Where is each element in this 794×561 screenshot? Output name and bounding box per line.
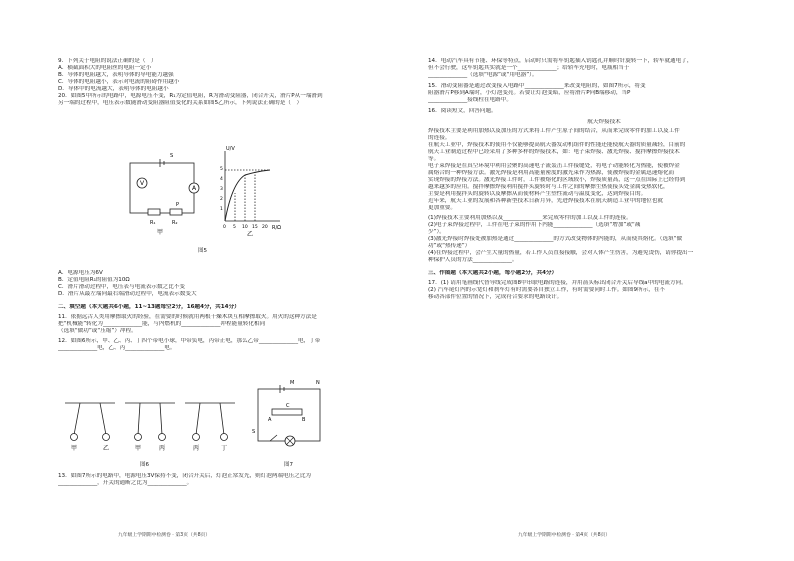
svg-text:V: V bbox=[139, 180, 145, 187]
passage-line: 主要是利用搅拌头的旋转以及摩擦从而使材料产生塑性流动与温度变化，达到焊接目的。 bbox=[428, 190, 647, 197]
switch-label: S bbox=[170, 153, 174, 159]
ball-jia bbox=[135, 434, 142, 441]
r1-label: R₁ bbox=[150, 220, 156, 226]
figure-5a-label: 甲 bbox=[156, 229, 164, 236]
y-tick: 4 bbox=[220, 177, 223, 182]
x-tick: 15 bbox=[252, 225, 258, 230]
question-14-line: ______________（选填“电源”或“用电器”）。 bbox=[428, 71, 538, 78]
x-tick: 0 bbox=[223, 225, 226, 230]
section-3-title: 三、作图题（本大题共2小题，每小题2分，共4分） bbox=[428, 269, 558, 276]
question-14-line: 14．电动汽车具有节能、环保等特点，启动时只需将车钥匙插入钥匙孔并顺时针旋转一下，轿车就通电了， bbox=[428, 58, 693, 64]
svg-text:乙: 乙 bbox=[102, 445, 110, 452]
left-page-bottom bbox=[58, 473, 410, 487]
question-16-item: (4)在焊接过程中，会产生大量的热量，若工作人员直接接触，会对人体产生伤害，为避免烫伤，请你提出一 bbox=[428, 249, 694, 256]
svg-text:N: N bbox=[316, 380, 320, 386]
passage-line: 实现焊接的焊接方法。激光焊接工件时，工件被熔化的区域较小，焊接质量高，这一点在国际上已经得到 bbox=[428, 176, 686, 183]
figure-7 bbox=[250, 375, 330, 455]
rheostat-r2 bbox=[170, 209, 182, 215]
passage-line: 越来越多的应用。搅拌摩擦焊接利用搅拌头旋转时与工件之间的摩擦生热使接头处金属受热软化， bbox=[428, 183, 669, 190]
left-footer: 九年级上学期期中检测卷 · 第3页（共8页） bbox=[118, 533, 211, 538]
question-13-line: 13．如图7所示的电路中，电源电压3V保持不变，闭合开关后，灯泡正常发光，则灯泡两端电压之比为 bbox=[58, 473, 312, 479]
option-line: C．滑片滑动过程中，电压表与电流表示数之比不变 bbox=[58, 283, 185, 290]
svg-text:甲: 甲 bbox=[70, 445, 78, 452]
left-page-middle bbox=[58, 270, 410, 352]
ball-bing bbox=[193, 434, 200, 441]
question-17-line: 17．(1) 请用笔画线代替导线完成图8中串联电路的连接，并用箭头标出闭合开关后导线a中的电流方向。 bbox=[428, 279, 687, 286]
figure-7-label: 图7 bbox=[284, 462, 293, 468]
y-axis-unit: U/V bbox=[226, 146, 235, 152]
question-17-line: (2) 汽车尾灯内的示宽灯和刹车灯有时需要各自独立工作，有时需要同时工作。如图9所示，在不 bbox=[428, 286, 666, 293]
passage-line: 等。 bbox=[428, 155, 440, 162]
svg-text:甲: 甲 bbox=[134, 445, 142, 452]
x-tick: 5 bbox=[233, 225, 236, 230]
question-11-line: （选填“做功”或“压缩”）冲程。 bbox=[58, 327, 137, 334]
y-tick: 3 bbox=[220, 187, 223, 192]
svg-text:A: A bbox=[268, 417, 272, 423]
figure-5-graph bbox=[225, 151, 280, 221]
y-tick: 1 bbox=[220, 207, 223, 212]
question-16-item: (3)激光焊接时焊接处被加热是通过______________的方式改变物体的内能的，从而使其熔化。（选填“做 bbox=[428, 235, 683, 242]
question-line: 20．如图5甲所示的电路中，电源电压不变，R₁为定值电阻，R为滑动变阻器，闭合开关，滑片P从一端滑到 bbox=[58, 92, 323, 99]
svg-text:丙: 丙 bbox=[158, 445, 166, 452]
voltmeter-symbol bbox=[137, 178, 147, 188]
questions-14-17 bbox=[428, 58, 780, 301]
option-line: B．定值电阻R₁的阻值为10Ω bbox=[58, 276, 130, 283]
svg-text:M: M bbox=[290, 380, 295, 386]
question-16-item: 少”）。 bbox=[428, 228, 445, 235]
question-15-line: ______________接线柱在电路中。 bbox=[428, 96, 512, 103]
right-footer: 九年级上学期期中检测卷 · 第4页（共8页） bbox=[518, 533, 611, 538]
passage-line: 的连接。 bbox=[428, 134, 451, 141]
question-16-item: 种保护人员的方法______________。 bbox=[428, 256, 518, 263]
passage-line: 焊接技术主要是利用加热以及加压的方式来将工件产生原子间的结合，从而来完成零件的加工以及工件 bbox=[428, 127, 680, 134]
passage-line: 更加重要。 bbox=[428, 204, 456, 211]
svg-text:C: C bbox=[286, 403, 290, 409]
question-line: B．导体的电阻越大，表明导体的导电能力越强 bbox=[58, 71, 174, 78]
svg-text:丁: 丁 bbox=[220, 445, 228, 452]
question-20-options-and-11-12 bbox=[58, 270, 410, 352]
question-line: 9．下列关于电阻的说法正确的是（ ） bbox=[58, 58, 157, 64]
question-19-20-text bbox=[58, 58, 410, 107]
figure-6-label: 图6 bbox=[140, 462, 149, 468]
ball-ding bbox=[221, 434, 228, 441]
svg-text:B: B bbox=[302, 417, 306, 423]
x-axis-unit: R/Ω bbox=[272, 225, 281, 231]
question-12-line: ______________电，乙、丙______________电。 bbox=[58, 344, 176, 351]
question-17-line: 移动各部件位置的情况下，完成符合要求的电路设计。 bbox=[428, 293, 563, 300]
slider-label: P bbox=[176, 202, 180, 208]
question-11-line: 11．依据远古人类用摩擦取火的经验，在需要的时候就用两根干燥木块互相摩擦取火。用火的这种方法是 bbox=[58, 313, 317, 320]
passage-line: 近年来，航天工业的发展和各种新型技术日新月异，先进焊接技术在航天制造工业中的地位也就 bbox=[428, 197, 663, 204]
question-13 bbox=[58, 473, 410, 487]
section-2-title: 二、填空题（本大题共6小题，11~13题每空2分，16题4分，共14分） bbox=[58, 303, 240, 310]
r2-label: R₂ bbox=[172, 220, 178, 226]
svg-text:丙: 丙 bbox=[192, 445, 200, 452]
question-line: D．导体中的电流越大，表明导体的电阻越小 bbox=[58, 85, 169, 92]
passage-line: 属熔合的一种焊接方法。激光焊接是利用高能量密度的激光束作为热源，使被焊接的金属迅速熔化而 bbox=[428, 169, 675, 176]
y-tick: 5 bbox=[220, 167, 223, 172]
question-16-item: (2)电子束焊接过程中，工件在电子束的作用下内能______________（选填“增加”或“减 bbox=[428, 221, 641, 228]
left-page bbox=[58, 58, 410, 107]
figure-6 bbox=[60, 395, 240, 457]
question-15-line: 阻器滑片P移到A端时，小灯泡变亮。若要让灯泡变暗，应将滑片P向B端移动，当P bbox=[428, 89, 631, 96]
question-line: 另一端的过程中，电压表示数随滑动变阻器阻值变化的关系如图5乙所示，下列说法正确的是（ ） bbox=[58, 99, 303, 106]
svg-text:A: A bbox=[191, 185, 197, 192]
x-tick: 20 bbox=[262, 225, 268, 230]
question-16-title: 16．阅读短文，回答问题。 bbox=[428, 107, 497, 114]
question-13-line: ______________，开关的通断之比为______________。 bbox=[58, 479, 193, 486]
ammeter-symbol bbox=[189, 183, 199, 193]
passage-title: 航天焊接技术 bbox=[587, 118, 621, 125]
figure-5 bbox=[120, 143, 290, 243]
ball-jia bbox=[71, 434, 78, 441]
right-page bbox=[428, 58, 780, 301]
svg-text:S: S bbox=[252, 429, 256, 435]
question-16-item: (1)焊接技术主要利用加热以及______________来完成零件的加工以及工件的连接。 bbox=[428, 214, 632, 221]
passage-line: 航天工业制造过程中已经采用了多种多样的焊接技术，如：电子束焊接、激光焊接、搅拌摩擦焊接技术 bbox=[428, 148, 680, 155]
figure-5b-label: 乙 bbox=[246, 231, 254, 238]
question-line: C．导体的电阻越小，表示对电流的阻碍作用越小 bbox=[58, 78, 180, 85]
question-16-item: 功”或“热传递”） bbox=[428, 242, 471, 249]
question-15-line: 15．滑动变阻器是通过改变接入电路中______________来改变电阻的，如图7所示，将变 bbox=[428, 82, 646, 89]
ball-yi bbox=[103, 434, 110, 441]
x-tick: 10 bbox=[242, 225, 248, 230]
option-line: D．滑片从最左端向最右端滑动过程中，电流表示数变大 bbox=[58, 290, 197, 297]
y-tick: 2 bbox=[220, 197, 223, 202]
resistor-r1 bbox=[148, 209, 160, 215]
question-line: A．横截面积大的电阻丝的电阻一定小 bbox=[58, 64, 152, 71]
question-11-line: 把“机械能”转化为______________能，与内燃机的______________冲程能量转化相同 bbox=[58, 320, 266, 327]
question-12-line: 12．如图6所示，甲、乙、丙、丁四个带电小球，甲带负电，丙带正电，那么乙带______________电，丁带 bbox=[58, 337, 321, 344]
option-line: A．电源电压为6V bbox=[58, 270, 103, 276]
passage-line: 在航天工业中，焊接技术的使用不仅能够提高航天器发动机组件的性能还能使航天器的质量减轻，目前的 bbox=[428, 141, 686, 148]
question-14-line: 但不会行驶，这车钥匙其实就是一个______________；给轿车充电时，电瓶相当于 bbox=[428, 64, 630, 71]
passage-line: 电子束焊接是在真空环境中利用会聚的高速电子流轰击工件接缝处，将电子动能转化为热能，使被焊金 bbox=[428, 162, 680, 169]
figure-5-label: 图5 bbox=[198, 248, 207, 254]
ball-bing bbox=[159, 434, 166, 441]
